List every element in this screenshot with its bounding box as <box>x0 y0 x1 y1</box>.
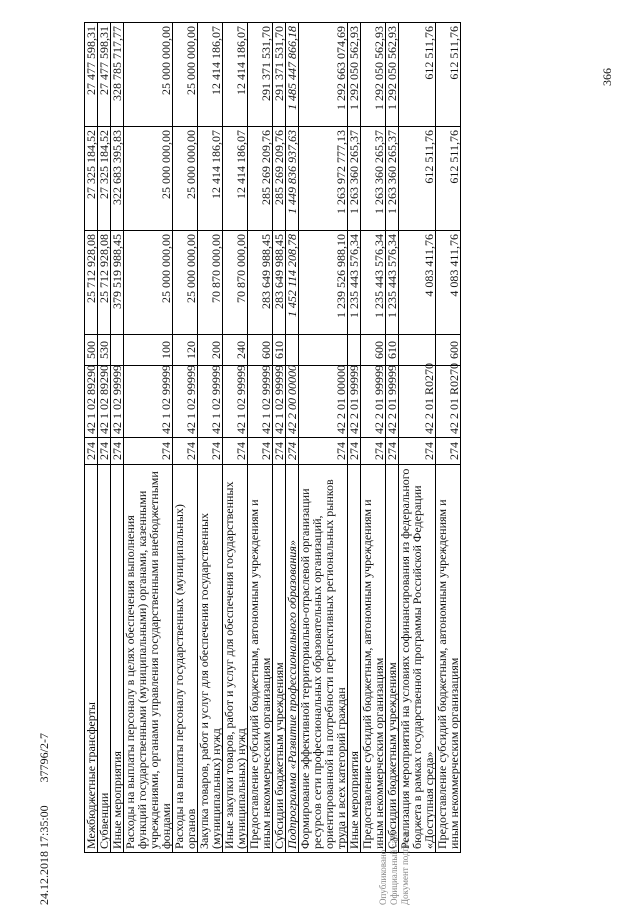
amount-year-2: 27 325 184,52 <box>98 127 111 231</box>
expense-type-code <box>111 335 124 366</box>
ministry-code: 274 <box>286 438 299 465</box>
expense-type-code: 240 <box>223 335 248 366</box>
ministry-code: 274 <box>198 438 223 465</box>
row-name: Формирование эффективной территориально-отраслевой организации ресурсов сети профессиональных образовательных организаций, ориентированной на потребности перспективных региональных рынков труда и всех категорий граждан <box>299 465 348 853</box>
amount-year-3: 1 292 663 074,69 <box>299 23 348 127</box>
amount-year-1: 25 000 000,00 <box>173 231 198 335</box>
row-name: Субсидии бюджетным учреждениям <box>273 465 286 853</box>
row-name: Субвенции <box>98 465 111 853</box>
row-name: Подпрограмма «Развитие профессионального образования» <box>286 465 299 853</box>
expense-type-code: 500 <box>85 335 98 366</box>
target-article-code: 42 1 02 89290 <box>98 366 111 438</box>
amount-year-2: 12 414 186,07 <box>198 127 223 231</box>
table-row <box>348 23 361 853</box>
row-name: Иные мероприятия <box>348 465 361 853</box>
amount-year-2: 1 263 360 265,37 <box>361 127 386 231</box>
amount-year-3: 328 785 717,77 <box>111 23 124 127</box>
amount-year-1: 1 452 114 208,78 <box>286 231 299 335</box>
amount-year-1: 1 235 443 576,34 <box>348 231 361 335</box>
amount-year-1: 1 235 443 576,34 <box>361 231 386 335</box>
table-row <box>98 23 111 853</box>
row-name: Межбюджетные трансферты <box>85 465 98 853</box>
expense-type-code: 100 <box>124 335 173 366</box>
table-row <box>299 23 348 853</box>
table-row <box>111 23 124 853</box>
amount-year-3: 291 371 531,70 <box>273 23 286 127</box>
amount-year-3: 25 000 000,00 <box>124 23 173 127</box>
ministry-code: 274 <box>173 438 198 465</box>
amount-year-1: 283 649 988,45 <box>248 231 273 335</box>
target-article-code: 42 1 02 99999 <box>124 366 173 438</box>
expense-type-code: 600 <box>361 335 386 366</box>
row-name: Реализация мероприятий на условиях софинансирования из федерального бюджета в рамках государственной программы Российской Федерации «Доступная среда» <box>399 465 436 853</box>
amount-year-1: 25 712 928,08 <box>85 231 98 335</box>
target-article-code: 42 2 00 00000 <box>286 366 299 438</box>
amount-year-1: 70 870 000,00 <box>198 231 223 335</box>
table-row <box>436 23 461 853</box>
amount-year-1: 4 083 411,76 <box>436 231 461 335</box>
amount-year-3: 612 511,76 <box>436 23 461 127</box>
row-name: Субсидии бюджетным учреждениям <box>386 465 399 853</box>
table-row <box>124 23 173 853</box>
expense-type-code <box>299 335 348 366</box>
footer-doc-id: 37796/2-7 <box>37 732 51 783</box>
amount-year-2: 1 263 972 777,13 <box>299 127 348 231</box>
table-row <box>248 23 273 853</box>
amount-year-2: 1 449 836 937,63 <box>286 127 299 231</box>
ministry-code: 274 <box>85 438 98 465</box>
table-row <box>273 23 286 853</box>
row-name: Закупка товаров, работ и услуг для обеспечения государственных (муниципальных) нужд <box>198 465 223 853</box>
publication-stamp: Опубликовано Официальный сайт Документ подписан <box>378 828 410 905</box>
expense-type-code: 600 <box>248 335 273 366</box>
amount-year-3: 12 414 186,07 <box>198 23 223 127</box>
amount-year-1: 25 712 928,08 <box>98 231 111 335</box>
amount-year-3: 612 511,76 <box>399 23 436 127</box>
amount-year-1: 1 235 443 576,34 <box>386 231 399 335</box>
budget-table <box>84 23 564 853</box>
target-article-code: 42 2 01 99999 <box>386 366 399 438</box>
expense-type-code <box>399 335 436 366</box>
amount-year-2: 1 263 360 265,37 <box>386 127 399 231</box>
expense-type-code: 610 <box>386 335 399 366</box>
expense-type-code <box>286 335 299 366</box>
target-article-code: 42 1 02 99999 <box>273 366 286 438</box>
ministry-code: 274 <box>248 438 273 465</box>
table-row <box>223 23 248 853</box>
target-article-code: 42 2 01 R0270 <box>399 366 436 438</box>
target-article-code: 42 2 01 00000 <box>299 366 348 438</box>
ministry-code: 274 <box>436 438 461 465</box>
amount-year-1: 1 239 526 988,10 <box>299 231 348 335</box>
table-row <box>198 23 223 853</box>
ministry-code: 274 <box>361 438 386 465</box>
amount-year-2: 612 511,76 <box>399 127 436 231</box>
table-row <box>386 23 399 853</box>
page-number: 366 <box>600 68 614 86</box>
expense-type-code <box>348 335 361 366</box>
row-name: Предоставление субсидий бюджетным, автономным учреждениям и иным некоммерческим организациям <box>436 465 461 853</box>
row-name: Предоставление субсидий бюджетным, автономным учреждениям и иным некоммерческим организациям <box>248 465 273 853</box>
amount-year-1: 4 083 411,76 <box>399 231 436 335</box>
amount-year-3: 1 485 447 866,18 <box>286 23 299 127</box>
amount-year-1: 283 649 988,45 <box>273 231 286 335</box>
page-footer <box>37 713 52 905</box>
table-row <box>85 23 98 853</box>
table-row <box>286 23 299 853</box>
amount-year-2: 1 263 360 265,37 <box>348 127 361 231</box>
footer-datetime: 24.12.2018 17:35:00 <box>37 805 51 905</box>
target-article-code: 42 1 02 99999 <box>173 366 198 438</box>
target-article-code: 42 2 01 R0270 <box>436 366 461 438</box>
table-row <box>173 23 198 853</box>
expense-type-code: 530 <box>98 335 111 366</box>
expense-type-code: 120 <box>173 335 198 366</box>
target-article-code: 42 2 01 99999 <box>361 366 386 438</box>
table-row <box>399 23 436 853</box>
amount-year-3: 1 292 050 562,93 <box>361 23 386 127</box>
ministry-code: 274 <box>399 438 436 465</box>
amount-year-2: 12 414 186,07 <box>223 127 248 231</box>
amount-year-3: 12 414 186,07 <box>223 23 248 127</box>
target-article-code: 42 1 02 99999 <box>198 366 223 438</box>
target-article-code: 42 2 01 99999 <box>348 366 361 438</box>
target-article-code: 42 1 02 89290 <box>85 366 98 438</box>
amount-year-2: 285 269 209,76 <box>273 127 286 231</box>
ministry-code: 274 <box>348 438 361 465</box>
ministry-code: 274 <box>111 438 124 465</box>
ministry-code: 274 <box>273 438 286 465</box>
amount-year-3: 1 292 050 562,93 <box>348 23 361 127</box>
amount-year-1: 70 870 000,00 <box>223 231 248 335</box>
row-name: Иные мероприятия <box>111 465 124 853</box>
amount-year-2: 27 325 184,52 <box>85 127 98 231</box>
amount-year-2: 612 511,76 <box>436 127 461 231</box>
ministry-code: 274 <box>386 438 399 465</box>
ministry-code: 274 <box>223 438 248 465</box>
amount-year-3: 25 000 000,00 <box>173 23 198 127</box>
amount-year-2: 285 269 209,76 <box>248 127 273 231</box>
amount-year-1: 379 519 988,45 <box>111 231 124 335</box>
amount-year-2: 25 000 000,00 <box>173 127 198 231</box>
expense-type-code: 200 <box>198 335 223 366</box>
amount-year-3: 27 477 598,31 <box>85 23 98 127</box>
target-article-code: 42 1 02 99999 <box>248 366 273 438</box>
amount-year-1: 25 000 000,00 <box>124 231 173 335</box>
amount-year-3: 27 477 598,31 <box>98 23 111 127</box>
expense-type-code: 610 <box>273 335 286 366</box>
row-name: Расходы на выплаты персоналу государственных (муниципальных) органов <box>173 465 198 853</box>
row-name: Расходы на выплаты персоналу в целях обеспечения выполнения функций государственными (муниципальными) органами, казенными учреждениями, органами управления государственными внебюджетными фондами <box>124 465 173 853</box>
target-article-code: 42 1 02 99999 <box>111 366 124 438</box>
amount-year-2: 322 683 395,83 <box>111 127 124 231</box>
ministry-code: 274 <box>124 438 173 465</box>
expense-type-code: 600 <box>436 335 461 366</box>
ministry-code: 274 <box>98 438 111 465</box>
table-row <box>361 23 386 853</box>
ministry-code: 274 <box>299 438 348 465</box>
amount-year-3: 1 292 050 562,93 <box>386 23 399 127</box>
amount-year-2: 25 000 000,00 <box>124 127 173 231</box>
target-article-code: 42 1 02 99999 <box>223 366 248 438</box>
amount-year-3: 291 371 531,70 <box>248 23 273 127</box>
row-name: Иные закупки товаров, работ и услуг для обеспечения государственных (муниципальных) нужд <box>223 465 248 853</box>
row-name: Предоставление субсидий бюджетным, автономным учреждениям и иным некоммерческим организациям <box>361 465 386 853</box>
